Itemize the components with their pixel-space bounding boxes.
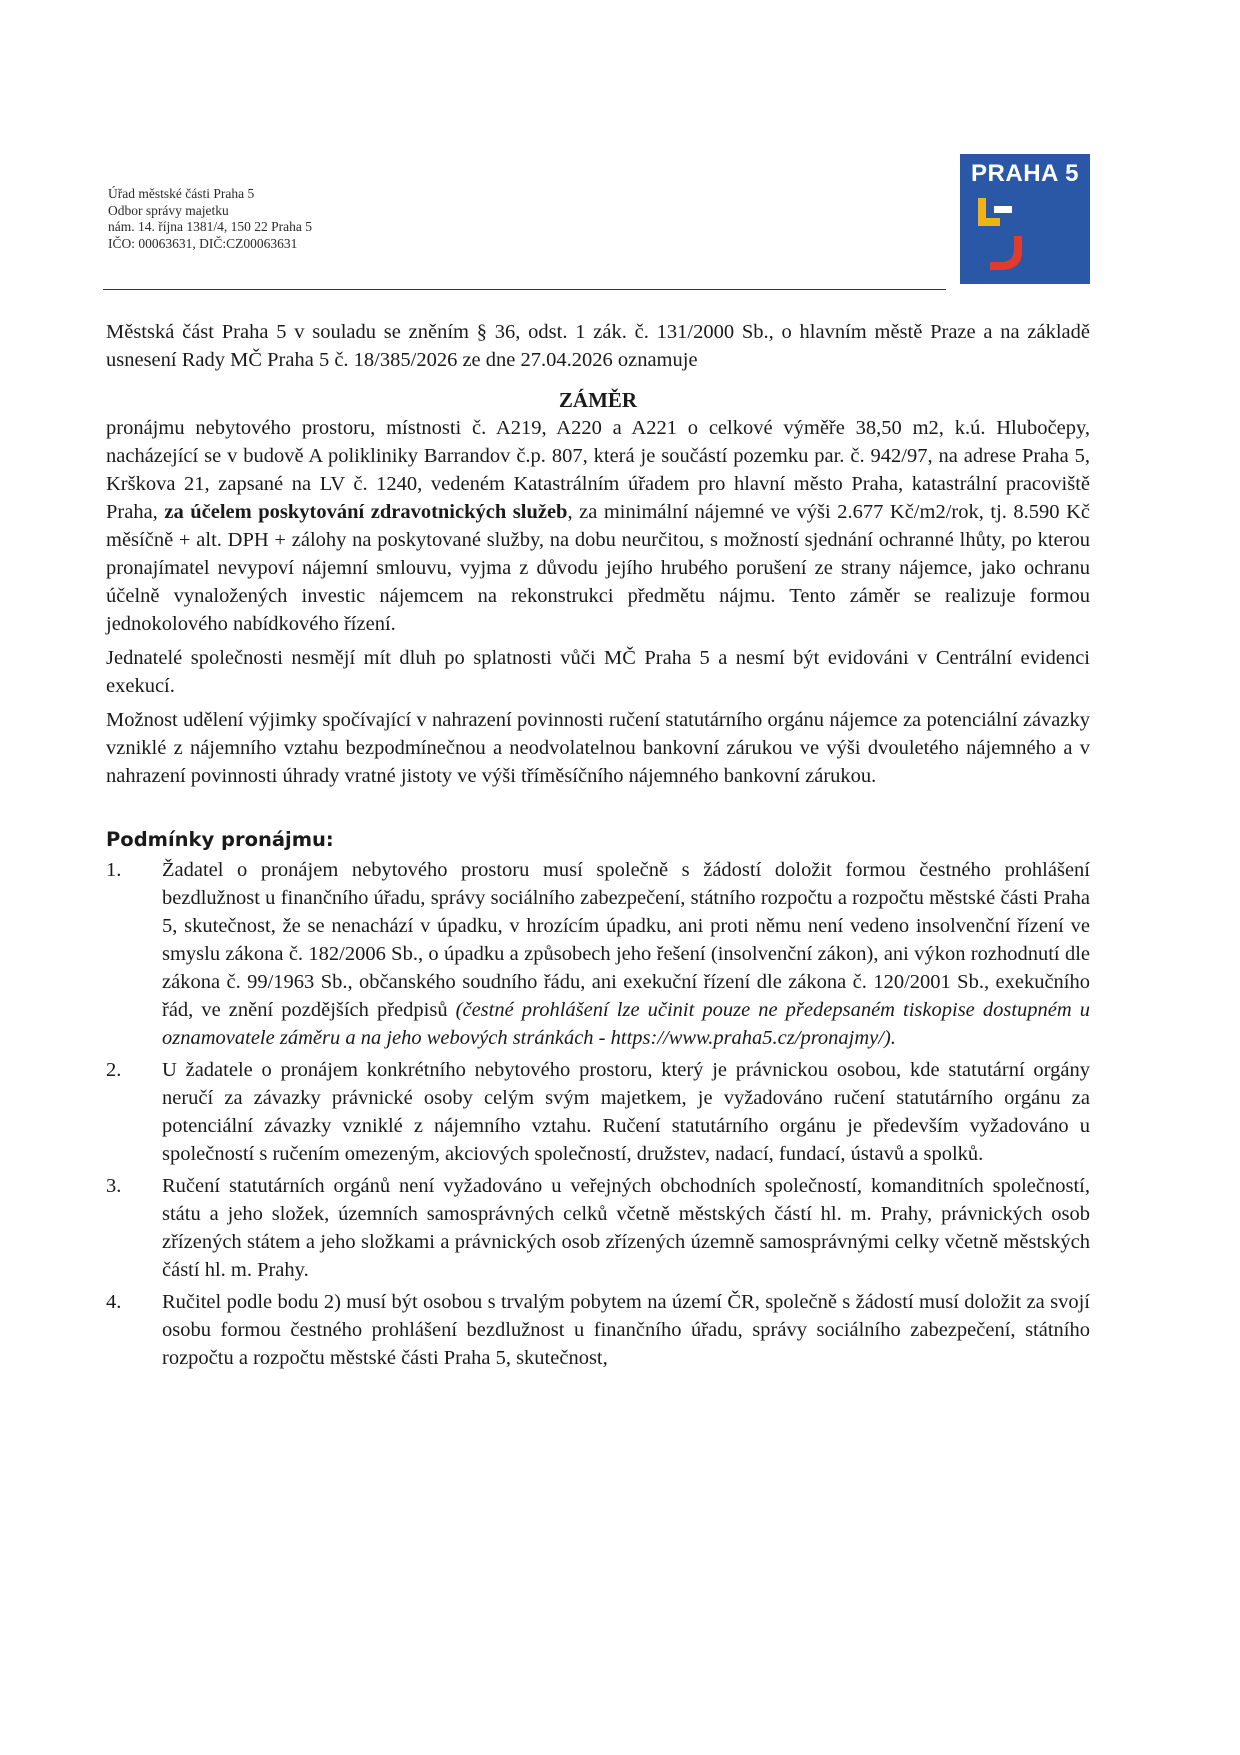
header-divider — [103, 289, 946, 290]
notice-main-paragraph — [106, 414, 1090, 638]
condition-number: 3. — [106, 1175, 122, 1197]
intro-paragraph: Městská část Praha 5 v souladu se zněním § 36, odst. 1 zák. č. 131/2000 Sb., o hlavním městě Praze a na základě usnesení Rady MČ Praha 5 č. 18/385/2026 ze dne 27.04.2026 oznamuje — [106, 321, 1090, 371]
condition-italic-note: (čestné prohlášení lze učinit pouze ne předepsaném tiskopise dostupném u oznamovatele záměru a na jeho webových stránkách - https://www.praha5.cz/pronajmy/). — [162, 999, 1090, 1049]
condition-number: 1. — [106, 859, 122, 881]
condition-text: Ručení statutárních orgánů není vyžadováno u veřejných obchodních společností, komanditních společností, státu a jeho složek, územních samosprávných celků včetně městských částí hl. m. Prahy, právnických osob zřízených státem a jeho složkami a právnických osob zřízených územně samosprávnými celky včetně městských částí hl. m. Prahy. — [162, 1175, 1090, 1281]
logo-text: PRAHA 5 — [971, 160, 1079, 187]
letterhead — [108, 186, 448, 252]
notice-title: ZÁMĚR — [558, 388, 638, 412]
conditions-list — [106, 856, 1090, 1372]
debt-paragraph: Jednatelé společnosti nesmějí mít dluh po splatnosti vůči MČ Praha 5 a nesmí být evidováni v Centrální evidenci exekucí. — [106, 647, 1090, 697]
condition-item — [106, 856, 1090, 1052]
notice-main-text-2: , za minimální nájemné ve výši 2.677 Kč/m2/rok, tj. 8.590 Kč měsíčně + alt. DPH + zálohy na poskytované služby, na dobu neurčitou, s možností sjednání ochranné lhůty, po kterou pronajímatel nevypoví nájemní smlouvu, vyjma z důvodu jejího hrubého porušení ze strany nájemce, jako ochranu účelně vynaložených investic nájemcem na rekonstrukci předmětu nájmu. Tento záměr se realizuje formou jednokolového nabídkového řízení. — [106, 501, 1090, 635]
letterhead-office: Úřad městské části Praha 5 — [108, 186, 255, 201]
letterhead-ids: IČO: 00063631, DIČ:CZ00063631 — [108, 235, 298, 251]
exception-paragraph: Možnost udělení výjimky spočívající v nahrazení povinnosti ručení statutárního orgánu nájemce za potenciální závazky vzniklé z nájemního vztahu bezpodmínečnou a neodvolatelnou bankovní zárukou ve výši dvouletého nájemného a v nahrazení povinnosti úhrady vratné jistoty ve výši tříměsíčního nájemného bankovní zárukou. — [106, 709, 1090, 787]
condition-item — [106, 1288, 1090, 1372]
condition-number: 4. — [106, 1291, 122, 1313]
notice-purpose: za účelem poskytování zdravotnických služeb — [164, 501, 568, 523]
letterhead-address: nám. 14. října 1381/4, 150 22 Praha 5 — [108, 219, 312, 234]
condition-number: 2. — [106, 1059, 122, 1081]
condition-item — [106, 1056, 1090, 1168]
notice-main-text-1: pronájmu nebytového prostoru, místnosti č. A219, A220 a A221 o celkové výměře 38,50 m2, k.ú. Hlubočepy, nacházející se v budově A polikliniky Barrandov č.p. 807, která je součástí pozemku par. č. 942/97, na adrese Praha 5, Krškova 21, zapsané na LV č. 1240, vedeném Katastrálním úřadem pro hlavní město Praha, katastrální pracoviště Praha, — [106, 417, 1090, 523]
condition-text: Ručitel podle bodu 2) musí být osobou s trvalým pobytem na území ČR, společně s žádostí musí doložit za svojí osobu formou čestného prohlášení bezdlužnost u finančního úřadu, správy sociálního zabezpečení, státního rozpočtu a rozpočtu městské části Praha 5, skutečnost, — [162, 1291, 1090, 1369]
condition-text: Žadatel o pronájem nebytového prostoru musí společně s žádostí doložit formou čestného prohlášení bezdlužnost u finančního úřadu, správy sociálního zabezpečení, státního rozpočtu a rozpočtu městské části Praha 5, skutečnost, že se nenachází v úpadku, v hrozícím úpadku, ani proti němu není vedeno insolvenční řízení ve smyslu zákona č. 182/2006 Sb., o úpadku a způsobech jeho řešení (insolvenční zákon), ani výkon rozhodnutí dle zákona č. 99/1963 Sb., občanského soudního řádu, ani exekuční řízení dle zákona č. 120/2001 Sb., exekučního řád, ve znění pozdějších předpisů — [162, 859, 1090, 1021]
letterhead-department: Odbor správy majetku — [108, 202, 229, 218]
condition-item — [106, 1172, 1090, 1284]
logo-mark-icon — [974, 196, 1034, 276]
document-body — [106, 318, 1090, 1376]
condition-text: U žadatele o pronájem konkrétního nebytového prostoru, který je právnickou osobou, kde statutární orgány neručí za závazky právnické osoby celým svým majetkem, je vyžadováno ručení statutárního orgánu za potenciální závazky vzniklé z nájemního vztahu. Ručení statutárního orgánu je především vyžadováno u společností s ručením omezeným, akciových společností, družstev, nadací, fundací, ústavů a spolků. — [162, 1059, 1090, 1165]
conditions-heading: Podmínky pronájmu: — [106, 828, 334, 851]
praha5-logo — [960, 154, 1090, 284]
